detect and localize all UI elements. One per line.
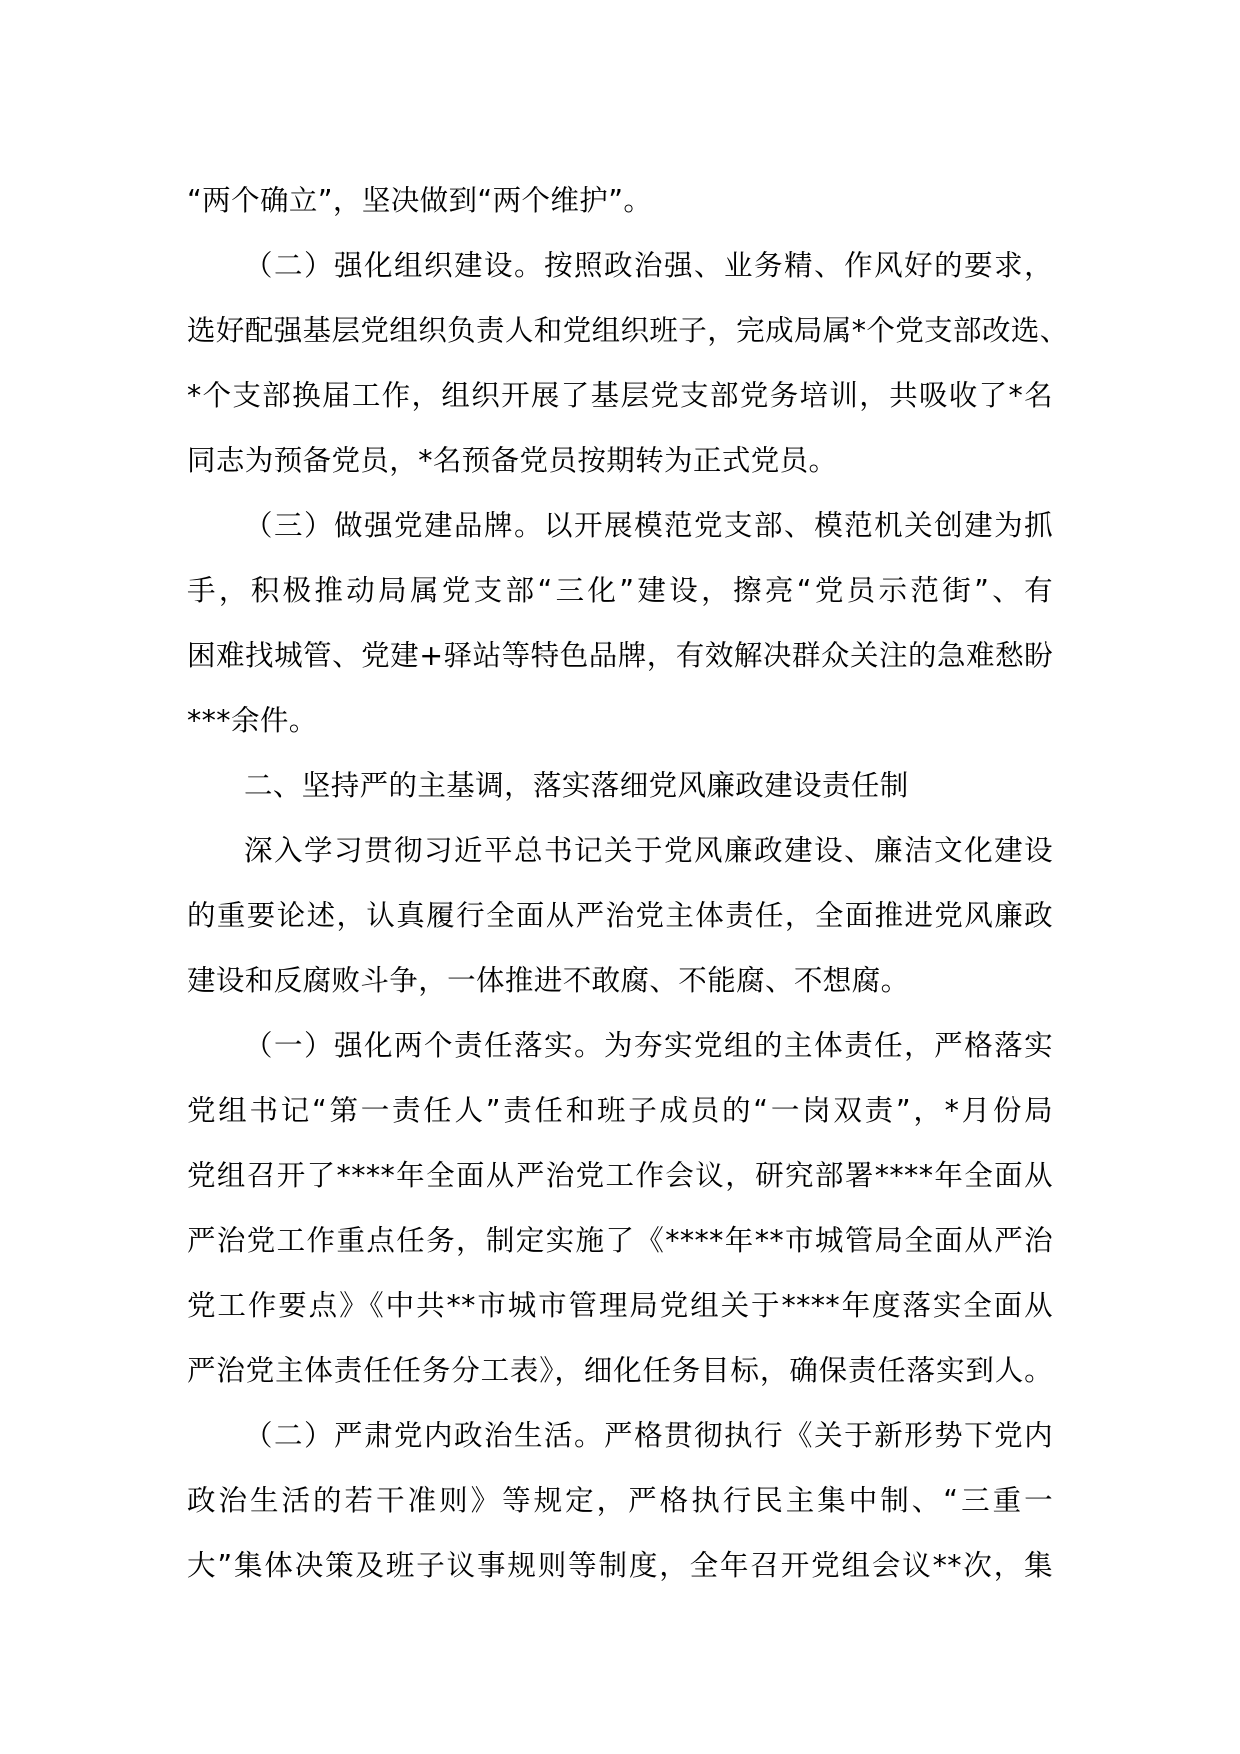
body-line: “两个确立”，坚决做到“两个维护”。 bbox=[187, 184, 653, 217]
document-body bbox=[187, 168, 1069, 1598]
body-line: 的重要论述，认真履行全面从严治党主体责任，全面推进党风廉政 bbox=[187, 899, 1053, 932]
body-line: 党工作要点》《中共**市城市管理局党组关于****年度落实全面从 bbox=[187, 1289, 1053, 1322]
body-line: 大”集体决策及班子议事规则等制度，全年召开党组会议**次，集 bbox=[187, 1549, 1053, 1582]
section-heading: 二、坚持严的主基调，落实落细党风廉政建设责任制 bbox=[244, 769, 909, 802]
body-line: 同志为预备党员，*名预备党员按期转为正式党员。 bbox=[187, 444, 838, 477]
body-line: *个支部换届工作，组织开展了基层党支部党务培训，共吸收了*名 bbox=[187, 379, 1053, 412]
body-line: 严治党工作重点任务，制定实施了《****年**市城管局全面从严治 bbox=[187, 1224, 1053, 1257]
body-line: 建设和反腐败斗争，一体推进不敢腐、不能腐、不想腐。 bbox=[187, 964, 910, 997]
paragraph-line: （一）强化两个责任落实。为夯实党组的主体责任，严格落实 bbox=[244, 1029, 1053, 1062]
body-line: ***余件。 bbox=[187, 704, 318, 737]
body-line: 政治生活的若干准则》等规定，严格执行民主集中制、“三重一 bbox=[187, 1484, 1053, 1517]
body-line: 困难找城管、党建+驿站等特色品牌，有效解决群众关注的急难愁盼 bbox=[187, 639, 1053, 672]
body-line: 手，积极推动局属党支部“三化”建设，擦亮“党员示范街”、有 bbox=[187, 574, 1053, 607]
paragraph-line: （二）强化组织建设。按照政治强、业务精、作风好的要求， bbox=[244, 249, 1053, 282]
body-line: 党组召开了****年全面从严治党工作会议，研究部署****年全面从 bbox=[187, 1159, 1053, 1192]
body-line: 选好配强基层党组织负责人和党组织班子，完成局属*个党支部改选、 bbox=[187, 314, 1069, 347]
body-line: 严治党主体责任任务分工表》，细化任务目标，确保责任落实到人。 bbox=[187, 1354, 1053, 1387]
paragraph-line: （二）严肃党内政治生活。严格贯彻执行《关于新形势下党内 bbox=[244, 1419, 1053, 1452]
paragraph-line: 深入学习贯彻习近平总书记关于党风廉政建设、廉洁文化建设 bbox=[244, 834, 1053, 867]
body-line: 党组书记“第一责任人”责任和班子成员的“一岗双责”，*月份局 bbox=[187, 1094, 1053, 1127]
paragraph-line: （三）做强党建品牌。以开展模范党支部、模范机关创建为抓 bbox=[244, 509, 1053, 542]
